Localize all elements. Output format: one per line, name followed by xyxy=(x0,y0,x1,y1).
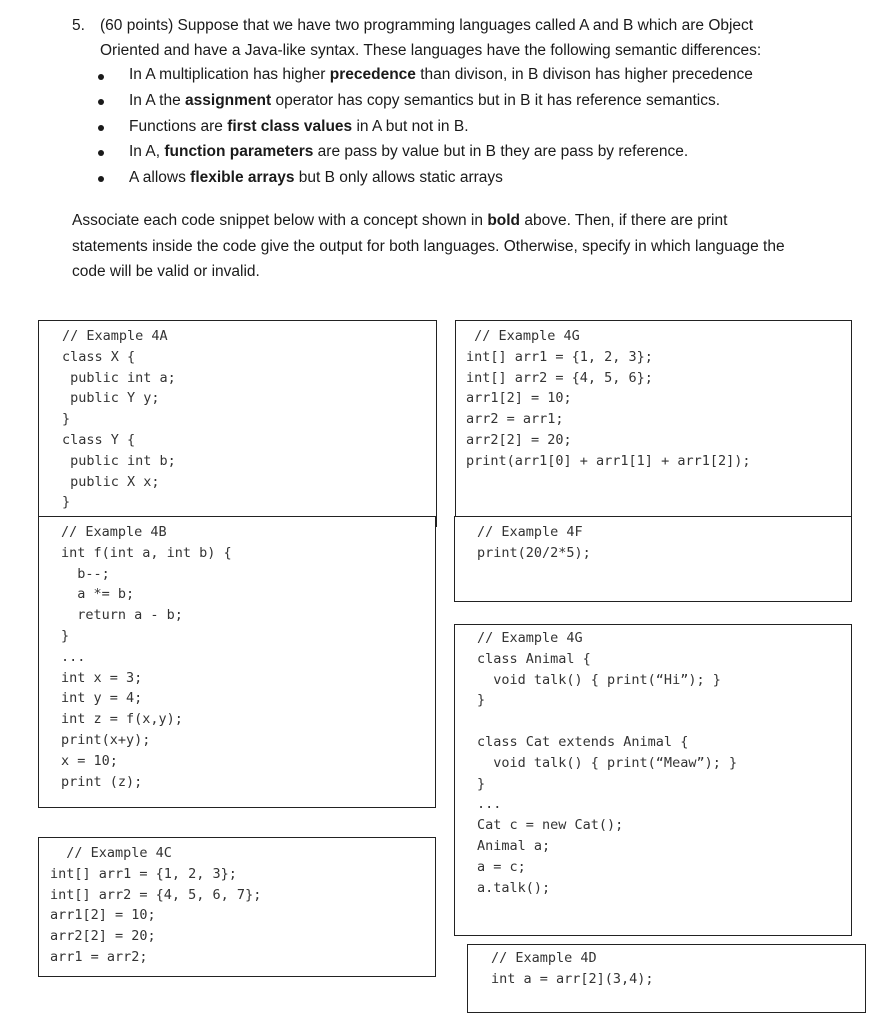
example-4g-class-code: // Example 4G class Animal { void talk() { print(“Hi”); } } class Cat extends Animal { void talk() { print(“Meaw”); } } ... Cat c = new Cat(); Animal a; a = c; a.talk(); xyxy=(477,630,738,896)
bullet-dot xyxy=(98,125,104,131)
example-4g-array-code: // Example 4G int[] arr1 = {1, 2, 3}; int[] arr2 = {4, 5, 6}; arr1[2] = 10; arr2 = arr1; arr2[2] = 20; print(arr1[0] + arr1[1] + arr1[2]); xyxy=(466,328,751,469)
example-4d-code: // Example 4D int a = arr[2](3,4); xyxy=(491,950,654,987)
bullet-item-arrays: A allows flexible arrays but B only allows static arrays xyxy=(129,169,503,186)
bullet-dot xyxy=(98,74,104,80)
example-4g-class-box xyxy=(454,624,852,936)
example-4a-code: // Example 4A class X { public int a; public Y y; } class Y { public int b; public X x; } xyxy=(62,328,176,511)
example-4g-array-box xyxy=(455,320,852,518)
bullet-dot xyxy=(98,99,104,105)
bullet-item-precedence: In A multiplication has higher precedence than divison, in B divison has higher precedence xyxy=(129,66,753,83)
instructions-line-1: Associate each code snippet below with a concept shown in bold above. Then, if there are print xyxy=(72,212,728,229)
example-4f-code: // Example 4F print(20/2*5); xyxy=(477,524,591,561)
instructions-line-3: code will be valid or invalid. xyxy=(72,263,260,280)
example-4a-box xyxy=(38,320,437,527)
bullet-dot xyxy=(98,176,104,182)
question-intro-line-1: (60 points) Suppose that we have two programming languages called A and B which are Object xyxy=(100,17,754,34)
bullet-dot xyxy=(98,150,104,156)
bullet-item-assignment: In A the assignment operator has copy semantics but in B it has reference semantics. xyxy=(129,92,721,109)
instructions xyxy=(72,208,785,285)
bullet-item-parameters: In A, function parameters are pass by value but in B they are pass by reference. xyxy=(129,143,689,160)
example-4c-box xyxy=(38,837,436,977)
example-4c-code: // Example 4C int[] arr1 = {1, 2, 3}; int[] arr2 = {4, 5, 6, 7}; arr1[2] = 10; arr2[2] = 20; arr1 = arr2; xyxy=(50,845,262,965)
example-4f-box xyxy=(454,516,852,602)
example-4d-box xyxy=(467,944,866,1013)
question-intro-line-2: Oriented and have a Java-like syntax. These languages have the following semantic differences: xyxy=(100,42,762,59)
example-4b-box xyxy=(38,516,436,808)
instructions-line-2: statements inside the code give the output for both languages. Otherwise, specify in which language the xyxy=(72,237,785,255)
example-4b-code: // Example 4B int f(int a, int b) { b--; a *= b; return a - b; } ... int x = 3; int y = 4; int z = f(x,y); print(x+y); x = 10; print (z); xyxy=(61,524,232,790)
question-number: 5. xyxy=(72,17,85,34)
bullet-item-first-class: Functions are first class values in A but not in B. xyxy=(129,118,469,135)
